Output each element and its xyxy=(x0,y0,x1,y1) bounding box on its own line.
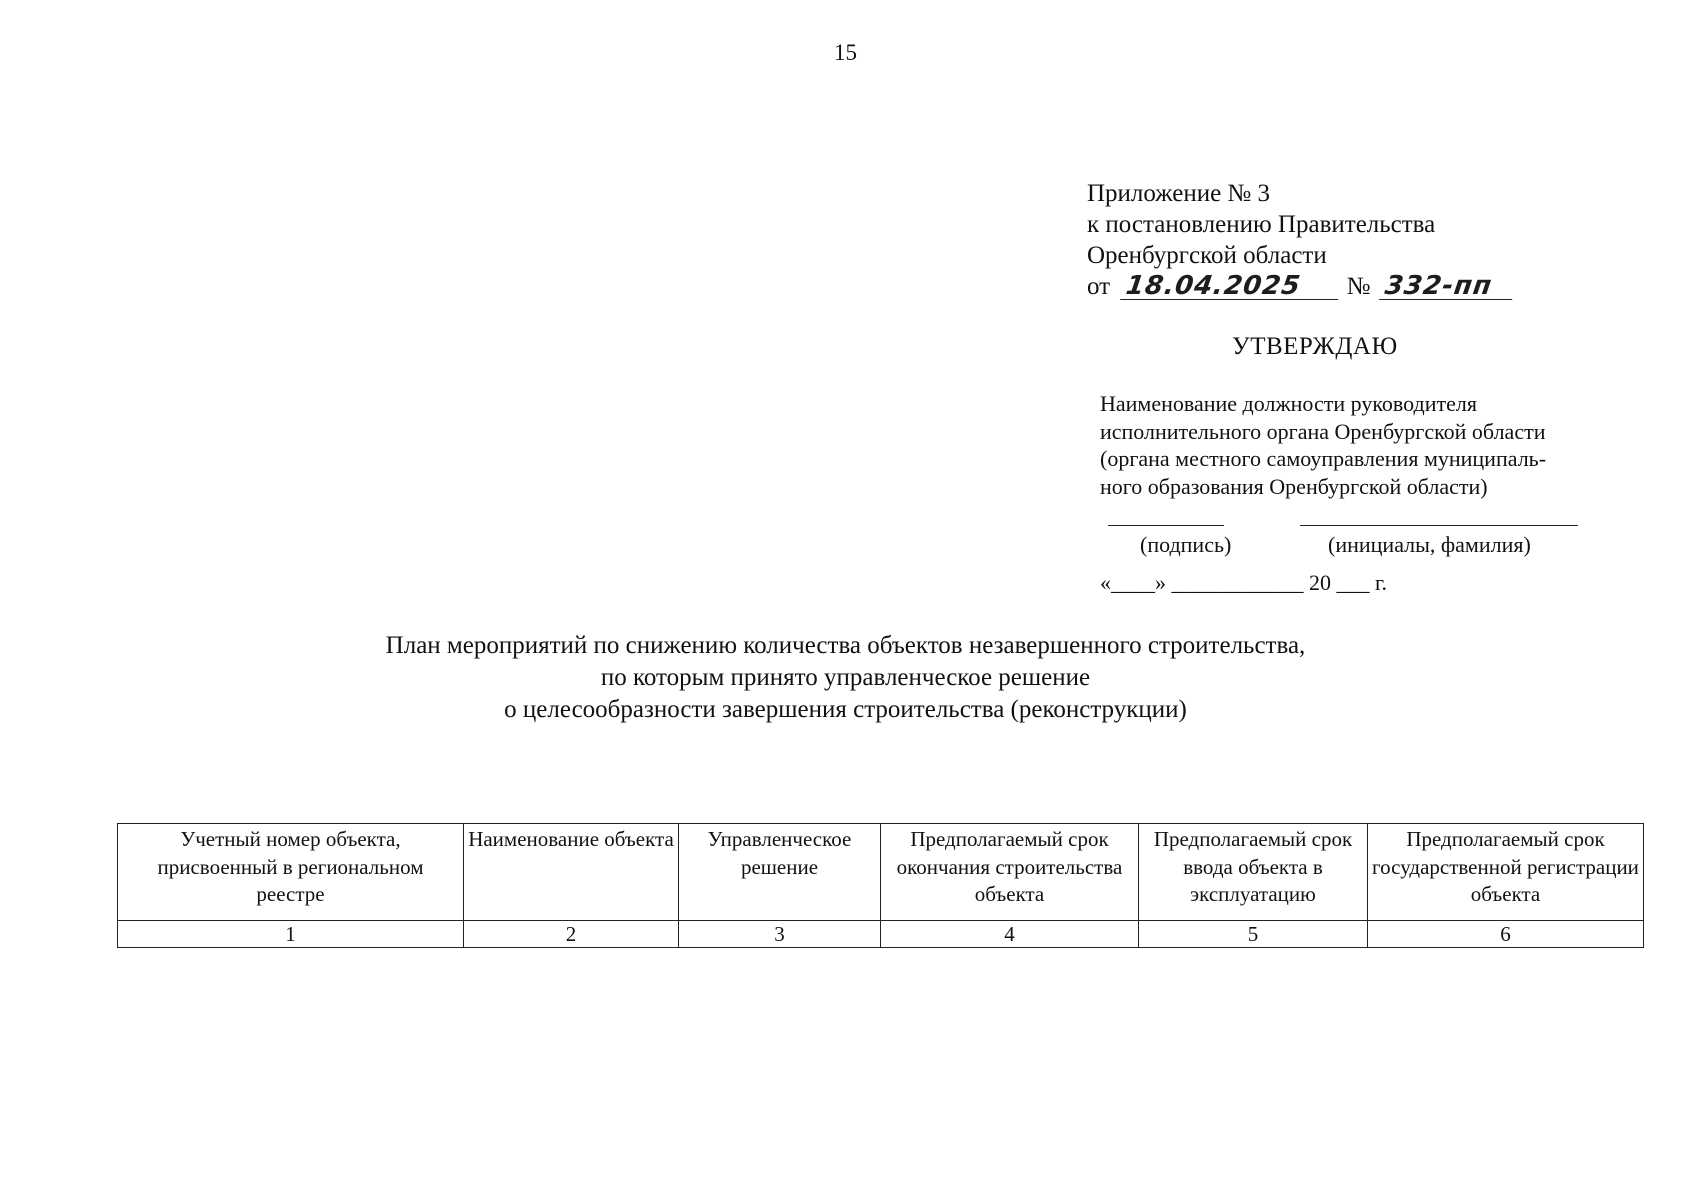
name-line xyxy=(1300,525,1578,526)
appendix-date-number-line xyxy=(1087,271,1514,302)
column-number-4: 4 xyxy=(881,921,1139,948)
header-registration: Предполагаемый срок государственной регистрации объекта xyxy=(1368,824,1644,921)
plan-title-line-2: по которым принято управленческое решение xyxy=(600,664,1091,691)
column-number-5: 5 xyxy=(1139,921,1368,948)
plan-title-line-3: о целесообразности завершения строительства (реконструкции) xyxy=(504,696,1187,723)
column-number-6: 6 xyxy=(1368,921,1644,948)
signature-line xyxy=(1108,525,1224,526)
column-number-1: 1 xyxy=(118,921,464,948)
appendix-block xyxy=(1087,178,1514,302)
position-line-4: ного образования Оренбургской области) xyxy=(1100,473,1488,499)
header-commissioning: Предполагаемый срок ввода объекта в эксплуатацию xyxy=(1139,824,1368,921)
plan-title-line-1: План мероприятий по снижению количества объектов незавершенного строительства, xyxy=(385,632,1306,659)
appendix-line-1: Приложение № 3 xyxy=(1087,180,1271,207)
from-label: от xyxy=(1087,273,1111,300)
column-number-2: 2 xyxy=(464,921,679,948)
appendix-line-2: к постановлению Правительства xyxy=(1087,211,1436,238)
position-line-1: Наименование должности руководителя xyxy=(1100,391,1477,416)
header-object-name: Наименование объекта xyxy=(464,824,679,921)
handwritten-date: 18.04.2025 xyxy=(1120,273,1342,300)
name-caption: (инициалы, фамилия) xyxy=(1328,532,1531,557)
number-label: № xyxy=(1346,273,1371,300)
signature-caption: (подпись) xyxy=(1140,532,1232,557)
plan-title xyxy=(0,630,1691,726)
approve-heading: УТВЕРЖДАЮ xyxy=(1232,333,1398,360)
position-line-2: исполнительного органа Оренбургской области xyxy=(1100,418,1546,444)
header-account-number: Учетный номер объекта, присвоенный в региональном реестре xyxy=(118,824,464,921)
appendix-line-3: Оренбургской области xyxy=(1087,242,1327,269)
position-description xyxy=(1100,390,1620,500)
header-construction-end: Предполагаемый срок окончания строительства объекта xyxy=(881,824,1139,921)
handwritten-number: 332-пп xyxy=(1379,273,1516,300)
page-number: 15 xyxy=(834,40,857,65)
table-number-row xyxy=(118,921,1644,948)
approval-date-row: «____» ____________ 20 ___ г. xyxy=(1100,570,1388,595)
plan-table xyxy=(117,823,1644,948)
column-number-3: 3 xyxy=(679,921,881,948)
position-line-3: (органа местного самоуправления муниципаль- xyxy=(1100,446,1547,471)
table-header-row xyxy=(118,824,1644,921)
header-management-decision: Управленческое решение xyxy=(679,824,881,921)
